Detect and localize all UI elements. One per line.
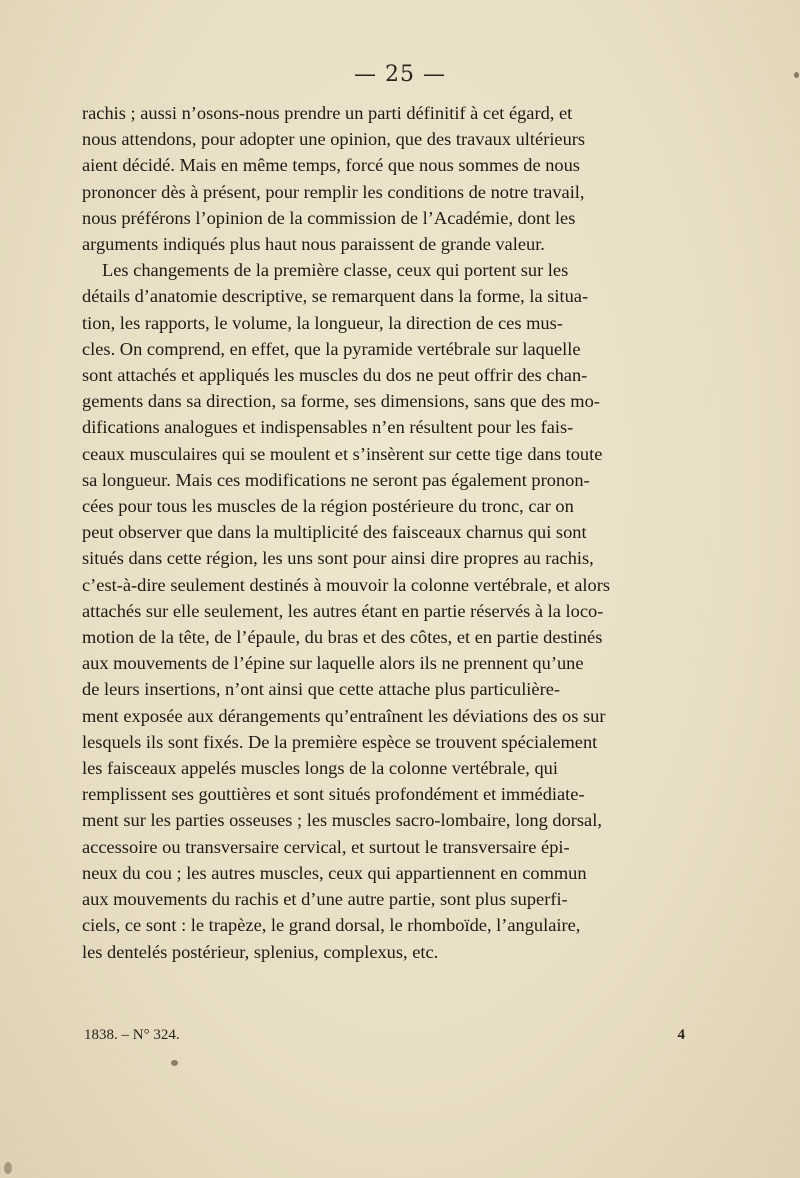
text-line: les dentelés postérieur, splenius, complexus, etc. [82, 941, 439, 962]
text-line: ceaux musculaires qui se moulent et s’insèrent sur cette tige dans toute [82, 443, 603, 464]
text-line: les faisceaux appelés muscles longs de la colonne vertébrale, qui [82, 758, 558, 779]
text-line: aux mouvements du rachis et d’une autre partie, sont plus superfi- [82, 889, 568, 910]
body-text [82, 100, 685, 965]
text-line: nous préférons l’opinion de la commission de l’Académie, dont les [82, 207, 576, 228]
ink-spot [171, 1060, 178, 1066]
text-line: cles. On comprend, en effet, que la pyramide vertébrale sur laquelle [82, 338, 581, 359]
text-line: ment sur les parties osseuses ; les muscles sacro-lombaire, long dorsal, [82, 810, 602, 831]
text-line: aient décidé. Mais en même temps, forcé que nous sommes de nous [82, 155, 580, 176]
text-line: ment exposée aux dérangements qu’entraînent les déviations des os sur [82, 705, 606, 726]
text-line: situés dans cette région, les uns sont pour ainsi dire propres au rachis, [82, 548, 594, 569]
text-line: peut observer que dans la multiplicité des faisceaux charnus qui sont [82, 522, 587, 543]
text-line: sont attachés et appliqués les muscles du dos ne peut offrir des chan- [82, 365, 588, 386]
text-line: gements dans sa direction, sa forme, ses dimensions, sans que des mo- [82, 391, 600, 412]
text-line: détails d’anatomie descriptive, se remarquent dans la forme, la situa- [82, 286, 589, 307]
text-line: motion de la tête, de l’épaule, du bras et des côtes, et en partie destinés [82, 627, 603, 648]
text-line: neux du cou ; les autres muscles, ceux qui appartiennent en commun [82, 862, 587, 883]
ink-spot [4, 1162, 12, 1174]
text-line: Les changements de la première classe, ceux qui portent sur les [102, 260, 569, 281]
text-line: ciels, ce sont : le trapèze, le grand dorsal, le rhomboïde, l’angulaire, [82, 915, 581, 936]
text-line: difications analogues et indispensables n’en résultent pour les fais- [82, 417, 574, 438]
page-number: — 25 — [354, 62, 446, 87]
text-line: nous attendons, pour adopter une opinion, que des travaux ultérieurs [82, 129, 586, 150]
text-line: cées pour tous les muscles de la région postérieure du tronc, car on [82, 496, 574, 517]
text-line: rachis ; aussi n’osons-nous prendre un parti définitif à cet égard, et [82, 103, 573, 123]
text-line: arguments indiqués plus haut nous paraissent de grande valeur. [82, 234, 545, 255]
text-line: remplissent ses gouttières et sont situés profondément et immédiate- [82, 784, 585, 805]
text-line: aux mouvements de l’épine sur laquelle alors ils ne prennent qu’une [82, 653, 584, 674]
text-line: accessoire ou transversaire cervical, et surtout le transversaire épi- [82, 836, 570, 857]
signature-mark: 4 [677, 1027, 685, 1043]
text-line: c’est-à-dire seulement destinés à mouvoir la colonne vertébrale, et alors [82, 574, 611, 595]
text-line: de leurs insertions, n’ont ainsi que cette attache plus particulière- [82, 679, 560, 700]
text-line: tion, les rapports, le volume, la longueur, la direction de ces mus- [82, 312, 563, 333]
text-line: lesquels ils sont fixés. De la première espèce se trouvent spécialement [82, 731, 598, 752]
text-line: sa longueur. Mais ces modifications ne seront pas également pronon- [82, 469, 590, 490]
print-imprint: 1838. – N° 324. [84, 1027, 180, 1043]
page-footer [82, 1027, 685, 1047]
text-line: prononcer dès à présent, pour remplir les conditions de notre travail, [82, 181, 585, 202]
ink-spot [794, 72, 799, 78]
text-line: attachés sur elle seulement, les autres étant en partie réservés à la loco- [82, 600, 604, 621]
